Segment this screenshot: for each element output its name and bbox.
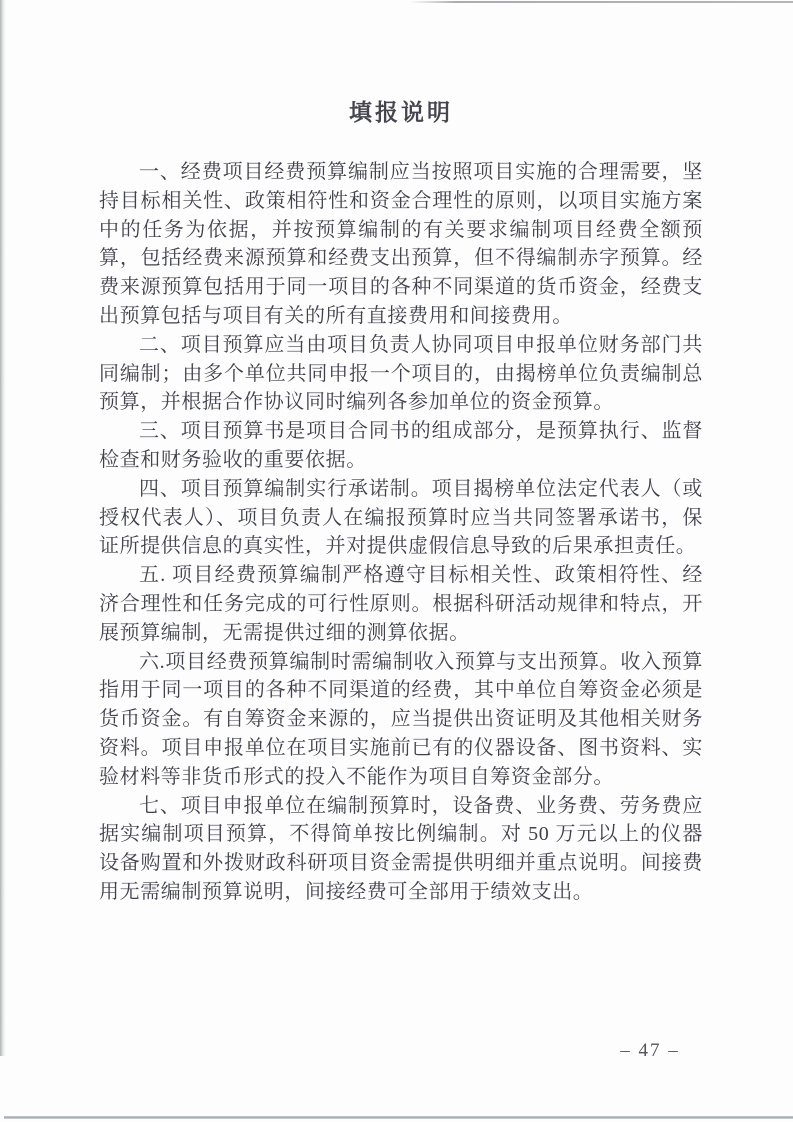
- paragraph-5: 五. 项目经费预算编制严格遵守目标相关性、政策相符性、经济合理性和任务完成的可行性原则。根据科研活动规律和特点，开展预算编制，无需提供过细的测算依据。: [99, 564, 703, 644]
- scan-top-edge: [410, 1, 793, 3]
- paragraph-1: 一、经费项目经费预算编制应当按照项目实施的合理需要，坚持目标相关性、政策相符性和资金合理性的原则，以项目实施方案中的任务为依据，并按预算编制的有关要求编制项目经费全额预算，包括经费来源预算和经费支出预算，但不得编制赤字预算。经费来源预算包括用于同一项目的各种不同渠道的货币资金，经费支出预算包括与项目有关的所有直接费用和间接费用。: [99, 161, 703, 327]
- page-number: – 47 –: [620, 1040, 680, 1061]
- paragraph-2: 二、项目预算应当由项目负责人协同项目申报单位财务部门共同编制；由多个单位共同申报一个项目的，由揭榜单位负责编制总预算，并根据合作协议同时编列各参加单位的资金预算。: [99, 333, 703, 414]
- paragraph-7: 七、项目申报单位在编制预算时，设备费、业务费、劳务费应据实编制项目预算，不得简单按比例编制。对 50 万元以上的仪器设备购置和外拨财政科研项目资金需提供明细并重点说明。间接费用无需编制预算说明，间接经费可全部用于绩效支出。: [99, 794, 703, 903]
- scan-left-edge: [0, 0, 6, 1056]
- page-title: 填报说明: [349, 99, 453, 125]
- document-body: [99, 95, 703, 907]
- scan-bottom-edge: [4, 1116, 793, 1119]
- paragraph-3: 三、项目预算书是项目合同书的组成部分，是预算执行、监督检查和财务验收的重要依据。: [99, 420, 703, 471]
- paragraph-4: 四、项目预算编制实行承诺制。项目揭榜单位法定代表人（或授权代表人）、项目负责人在编报预算时应当共同签署承诺书，保证所提供信息的真实性，并对提供虚假信息导致的后果承担责任。: [99, 477, 703, 558]
- paragraph-6: 六.项目经费预算编制时需编制收入预算与支出预算。收入预算指用于同一项目的各种不同渠道的经费，其中单位自筹资金必须是货币资金。有自筹资金来源的，应当提供出资证明及其他相关财务资料。项目申报单位在项目实施前已有的仪器设备、图书资料、实验材料等非货币形式的投入不能作为项目自筹资金部分。: [99, 650, 703, 788]
